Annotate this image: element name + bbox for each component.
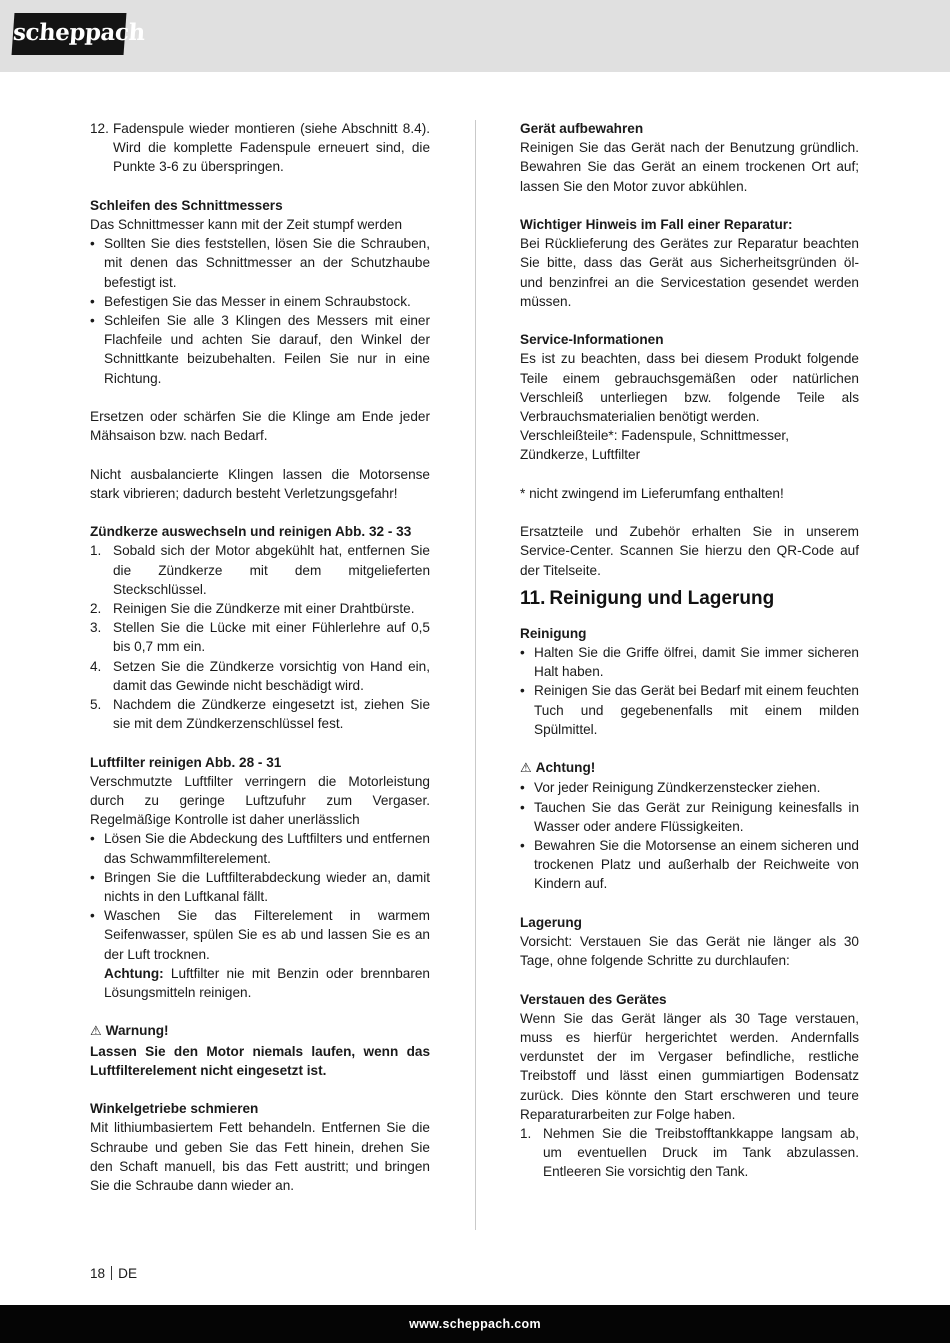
list-item: 2. Reinigen Sie die Zündkerze mit einer Drahtbürste.	[90, 601, 415, 617]
paragraph: Vorsicht: Verstauen Sie das Gerät nie länger als 30 Tage, ohne folgende Schritte zu durchlaufen:	[520, 934, 859, 969]
section-heading: Zündkerze auswechseln und reinigen Abb. 32 - 33	[90, 524, 412, 540]
bullet-item: • Halten Sie die Griffe ölfrei, damit Sie immer sicheren Halt haben.	[520, 645, 859, 680]
bullet-item: • Sollten Sie dies feststellen, lösen Sie die Schrauben, mit denen das Schnittmesser an der Schutzhaube befestigt ist.	[90, 236, 430, 290]
paragraph: Das Schnittmesser kann mit der Zeit stumpf werden	[90, 217, 403, 232]
chapter-title: 11. Reinigung und Lagerung	[520, 587, 775, 609]
column-divider	[475, 120, 476, 1230]
website-link[interactable]: www.scheppach.com	[409, 1317, 541, 1331]
bullet-item: • Bringen Sie die Luftfilterabdeckung wieder an, damit nichts in den Luftkanal fällt.	[90, 869, 430, 905]
paragraph: Wenn Sie das Gerät länger als 30 Tage verstauen, muss es hierfür hergerichtet werden. Andernfalls verdunstet der im Vergaser befindliche, restliche Treibstoff und lässt einen gummiartigen Bodensatz zurück. Dies könnte den Start erschweren und teure Reparaturarbeiten zur Folge haben.	[520, 1010, 859, 1122]
warning-icon: ⚠	[520, 761, 532, 777]
warning-icon: ⚠	[90, 1024, 102, 1040]
section-heading: Wichtiger Hinweis im Fall einer Reparatur:	[520, 217, 793, 232]
footnote: * nicht zwingend im Lieferumfang enthalten!	[520, 485, 784, 501]
paragraph: Verschleißteile*: Fadenspule, Schnittmesser, Zündkerze, Luftfilter	[520, 428, 789, 463]
bullet-item: • Tauchen Sie das Gerät zur Reinigung keinesfalls in Wasser oder andere Flüssigkeiten.	[520, 799, 859, 834]
bullet-item: • Lösen Sie die Abdeckung des Luftfilters und entfernen das Schwammfilterelement.	[90, 831, 430, 866]
paragraph: Es ist zu beachten, dass bei diesem Produkt folgende Teile einem gebrauchsgemäßen oder natürlichen Verschleiß unterliegen bzw. folgende Teile als Verbrauchsmaterialien benötigt werden.	[520, 351, 859, 425]
section-heading: Schleifen des Schnittmessers	[90, 197, 283, 213]
paragraph: Reinigen Sie das Gerät nach der Benutzung gründlich. Bewahren Sie das Gerät an einem trockenen Ort auf; lassen Sie den Motor zuvor abkühlen.	[520, 140, 859, 194]
bullet-item: • Bewahren Sie die Motorsense an einem sicheren und trockenen Platz und außerhalb der Reichweite von Kindern auf.	[520, 838, 859, 892]
page-header	[0, 0, 950, 72]
bullet-item: • Waschen Sie das Filterelement in warmem Seifenwasser, spülen Sie es ab und lassen Sie es an der Luft trocknen.	[90, 908, 430, 962]
bullet-item: • Befestigen Sie das Messer in einem Schraubstock.	[90, 293, 411, 309]
section-heading: Reinigung	[520, 625, 587, 641]
left-column	[90, 119, 430, 1195]
right-column	[520, 119, 859, 1182]
page-footer	[0, 1305, 950, 1343]
list-text: Fadenspule wieder montieren (siehe Abschnitt 8.4). Wird die komplette Fadenspule erneuert sind, die Punkte 3-6 zu überspringen.	[113, 121, 430, 175]
section-heading: Luftfilter reinigen Abb. 28 - 31	[90, 754, 282, 770]
list-item: 5. Nachdem die Zündkerze eingesetzt ist, ziehen Sie sie mit dem Zündkerzenschlüssel fest.	[90, 697, 430, 732]
paragraph: Bei Rücklieferung des Gerätes zur Reparatur beachten Sie bitte, dass das Gerät aus Sicherheitsgründen öl- und benzinfrei an die Servicestation gesendet werden müssen.	[520, 236, 859, 309]
list-item: 1. Sobald sich der Motor abgekühlt hat, entfernen Sie die Zündkerze mit dem mitgelieferten Steckschlüssel.	[90, 543, 430, 597]
list-item	[90, 119, 430, 177]
paragraph: Nicht ausbalancierte Klingen lassen die Motorsense stark vibrieren; dadurch besteht Verletzungsgefahr!	[90, 466, 430, 501]
paragraph: Mit lithiumbasiertem Fett behandeln. Entfernen Sie die Schraube und geben Sie das Fett hinein, drehen Sie den Schaft manuell, bis das Fett austritt; und bringen Sie die Schraube dann wieder an.	[90, 1120, 430, 1194]
section-heading: Gerät aufbewahren	[520, 121, 644, 136]
paragraph: Ersatzteile und Zubehör erhalten Sie in unserem Service-Center. Scannen Sie hierzu den QR-Code auf der Titelseite.	[520, 524, 859, 578]
warning-heading: ⚠ Warnung!	[90, 1023, 169, 1040]
achtung-note: Achtung: Luftfilter nie mit Benzin oder brennbaren Lösungsmitteln reinigen.	[104, 965, 430, 1001]
list-item: 3. Stellen Sie die Lücke mit einer Fühlerlehre auf 0,5 bis 0,7 mm ein.	[90, 620, 430, 655]
list-number: 12.	[90, 121, 109, 136]
list-item: 1. Nehmen Sie die Treibstofftankkappe langsam ab, um eventuellen Druck im Tank abzulassen. Entleeren Sie vorsichtig den Tank.	[520, 1126, 859, 1180]
warning-text: Lassen Sie den Motor niemals laufen, wenn das Luftfilterelement nicht eingesetzt ist.	[90, 1043, 430, 1078]
section-heading: Lagerung	[520, 914, 582, 930]
bullet-item: • Reinigen Sie das Gerät bei Bedarf mit einem feuchten Tuch und gegebenenfalls mit einem milden Spülmittel.	[520, 683, 859, 737]
section-heading: Service-Informationen	[520, 332, 664, 348]
scheppach-logo: scheppach	[12, 13, 127, 55]
paragraph: Ersetzen oder schärfen Sie die Klinge am Ende jeder Mähsaison bzw. nach Bedarf.	[90, 409, 430, 444]
bullet-item: • Vor jeder Reinigung Zündkerzenstecker ziehen.	[520, 780, 821, 796]
list-item: 4. Setzen Sie die Zündkerze vorsichtig von Hand ein, damit das Gewinde nicht beschädigt wird.	[90, 658, 430, 693]
section-heading: Verstauen des Gerätes	[520, 991, 667, 1007]
caution-heading: ⚠ Achtung!	[520, 760, 596, 777]
page-number: 18 DE	[90, 1266, 138, 1281]
bullet-item: • Schleifen Sie alle 3 Klingen des Messers mit einer Flachfeile und achten Sie darauf, den Winkel der Schnittkante beizubehalten. Feilen Sie nur in eine Richtung.	[90, 313, 430, 386]
paragraph: Verschmutzte Luftfilter verringern die Motorleistung durch zu geringe Luftzufuhr zum Vergaser. Regelmäßige Kontrolle ist daher unerlässlich	[90, 773, 430, 828]
section-heading: Winkelgetriebe schmieren	[90, 1101, 259, 1117]
